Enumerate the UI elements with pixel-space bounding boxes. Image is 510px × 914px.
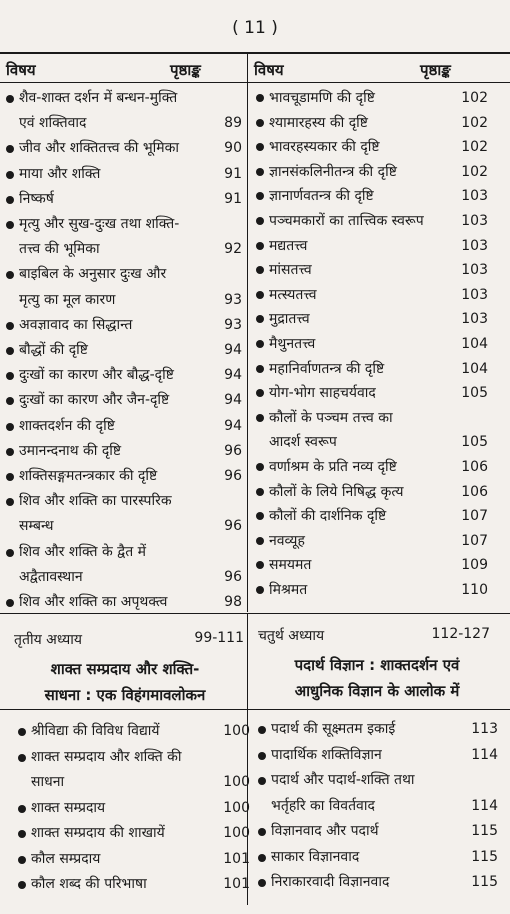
toc-entry-title: मुद्रातत्त्व	[269, 311, 310, 328]
toc-entry-title: मृत्यु और सुख-दुःख तथा शक्ति-	[19, 216, 180, 233]
toc-entry	[256, 209, 488, 234]
chapter-title-rule	[0, 709, 510, 710]
bullet-icon	[256, 94, 264, 102]
toc-entry-title: पञ्चमकारों का तात्त्विक स्वरूप	[269, 212, 424, 229]
toc-entry-page: 106	[461, 483, 488, 500]
toc-entry	[258, 870, 498, 896]
section-rule	[0, 613, 510, 614]
toc-entry-title: पदार्थ और पदार्थ-शक्ति तथा	[271, 772, 415, 788]
left-toc-list	[6, 86, 242, 615]
bullet-icon	[6, 599, 14, 607]
bullet-icon	[256, 119, 264, 127]
chapter4-title	[252, 652, 502, 704]
toc-entry	[256, 504, 488, 529]
toc-entry-page: 94	[224, 392, 242, 409]
toc-entry-title: मिश्रमत	[269, 581, 308, 598]
toc-entry	[6, 414, 242, 439]
toc-entry-title: शिव और शक्ति का अपृथक्त्व	[19, 594, 168, 611]
bullet-icon	[256, 291, 264, 299]
bullet-icon	[256, 537, 264, 545]
top-rule	[0, 52, 510, 54]
toc-entry-title: शैव-शाक्त दर्शन में बन्धन-मुक्ति	[19, 90, 178, 106]
toc-entry	[18, 847, 250, 873]
toc-entry-title: उमानन्दनाथ की दृष्टि	[19, 442, 122, 459]
toc-entry-title: साधना	[31, 774, 65, 790]
toc-entry	[6, 262, 242, 312]
bullet-icon	[258, 777, 266, 785]
bullet-icon	[6, 322, 14, 330]
toc-entry-title: मैथुनतत्त्व	[269, 335, 316, 352]
toc-entry-page: 94	[224, 417, 242, 434]
header-rule	[0, 82, 510, 83]
toc-entry-page: 101	[223, 876, 250, 892]
toc-entry-page: 96	[224, 518, 242, 535]
toc-entry-title: श्यामारहस्य की दृष्टि	[269, 114, 368, 131]
toc-entry-title: कौलों के पञ्चम तत्त्व का	[269, 409, 393, 426]
toc-entry-page: 103	[461, 188, 488, 205]
bullet-icon	[6, 423, 14, 431]
toc-entry-page: 93	[224, 316, 242, 333]
bullet-icon	[18, 830, 26, 838]
chapter4-toc-list	[258, 717, 498, 896]
toc-entry	[256, 160, 488, 185]
column-divider-top	[247, 52, 248, 612]
bullet-icon	[6, 473, 14, 481]
toc-entry-title: शाक्त सम्प्रदाय और शक्ति की	[31, 748, 182, 765]
toc-entry-page: 115	[471, 874, 498, 890]
toc-entry-page: 91	[224, 190, 242, 207]
bullet-icon	[256, 414, 264, 422]
toc-entry-title: शक्तिसङ्गमतन्त्रकार की दृष्टि	[19, 468, 158, 485]
toc-entry	[258, 717, 498, 743]
toc-entry	[256, 406, 488, 455]
toc-entry-title: दुःखों का कारण और बौद्ध-दृष्टि	[19, 367, 174, 384]
toc-entry-title: विज्ञानवाद और पदार्थ	[271, 823, 379, 839]
toc-entry-title: शाक्तदर्शन की दृष्टि	[19, 417, 115, 434]
toc-entry	[6, 489, 242, 539]
toc-entry-page: 92	[224, 241, 242, 258]
bullet-icon	[258, 879, 266, 887]
toc-entry-page: 94	[224, 342, 242, 359]
bullet-icon	[6, 171, 14, 179]
chapter3-title	[6, 656, 244, 708]
toc-entry-page: 100	[223, 723, 250, 739]
toc-entry	[6, 439, 242, 464]
toc-entry-page: 104	[461, 360, 488, 377]
toc-entry-page: 104	[461, 335, 488, 352]
toc-entry-title: मत्स्यतत्त्व	[269, 286, 317, 303]
toc-entry	[256, 135, 488, 160]
toc-entry-title: समयमत	[269, 557, 312, 574]
toc-entry-page: 96	[224, 568, 242, 585]
toc-entry-title: कौल सम्प्रदाय	[31, 850, 101, 867]
bullet-icon	[256, 488, 264, 496]
toc-entry	[256, 357, 488, 382]
toc-entry	[6, 212, 242, 262]
toc-entry-title: एवं शक्तिवाद	[19, 115, 87, 132]
bullet-icon	[256, 586, 264, 594]
toc-entry-title: वर्णाश्रम के प्रति नव्य दृष्टि	[269, 458, 397, 475]
toc-entry-title: आदर्श स्वरूप	[269, 434, 337, 451]
toc-entry-page: 102	[461, 139, 488, 156]
toc-entry	[256, 258, 488, 283]
toc-entry	[6, 540, 242, 590]
chapter4-pages: 112-127	[431, 626, 490, 642]
chapter3-pages: 99-111	[194, 630, 244, 646]
bullet-icon	[6, 549, 14, 557]
toc-entry-page: 100	[223, 774, 250, 790]
bullet-icon	[256, 340, 264, 348]
toc-entry-title: पदार्थ की सूक्ष्मतम इकाई	[271, 721, 396, 737]
toc-entry-title: योग-भोग साहचर्यवाद	[269, 385, 376, 402]
toc-entry-title: सम्बन्ध	[19, 518, 54, 535]
chapter3-heading	[14, 630, 244, 649]
left-subject-header: विषय	[6, 61, 36, 79]
toc-entry-page: 106	[461, 458, 488, 475]
toc-entry	[6, 136, 242, 161]
toc-entry-title: जीव और शक्तितत्त्व की भूमिका	[19, 140, 180, 157]
toc-entry-title: नवव्यूह	[269, 532, 305, 549]
chapter4-label: चतुर्थ अध्याय	[258, 628, 325, 644]
toc-entry-title: भावचूडामणि की दृष्टि	[269, 90, 375, 106]
toc-entry-title: पादार्थिक शक्तिविज्ञान	[271, 746, 382, 763]
toc-entry	[18, 872, 250, 898]
toc-entry-title: भावरहस्यकार की दृष्टि	[269, 139, 380, 156]
toc-entry-page: 98	[224, 594, 242, 611]
toc-entry	[6, 313, 242, 338]
toc-entry-title: शिव और शक्ति का पारस्परिक	[19, 493, 172, 510]
right-page-header: पृष्ठाङ्क	[420, 61, 451, 79]
chapter3-label: तृतीय अध्याय	[14, 632, 82, 648]
toc-entry	[256, 578, 488, 603]
bullet-icon	[256, 463, 264, 471]
toc-entry	[18, 821, 250, 847]
toc-entry-page: 90	[224, 140, 242, 157]
toc-entry-title: कौलों के लिये निषिद्ध कृत्य	[269, 483, 404, 500]
toc-entry	[256, 111, 488, 136]
toc-entry-page: 91	[224, 165, 242, 182]
toc-entry	[256, 307, 488, 332]
toc-entry-title: शाक्त सम्प्रदाय की शाखायें	[31, 825, 165, 841]
bullet-icon	[258, 854, 266, 862]
toc-entry	[258, 768, 498, 819]
chapter3-title-line1: शाक्त सम्प्रदाय और शक्ति-	[50, 660, 200, 678]
bullet-icon	[6, 221, 14, 229]
bullet-icon	[258, 752, 266, 760]
toc-entry	[18, 745, 250, 796]
toc-entry-title: श्रीविद्या की विविध विद्यायें	[31, 723, 160, 739]
left-page-header: पृष्ठाङ्क	[170, 61, 201, 79]
toc-entry-title: अद्वैतावस्थान	[19, 568, 83, 585]
toc-entry	[256, 283, 488, 308]
toc-entry	[6, 338, 242, 363]
toc-entry-title: ज्ञानसंकलिनीतन्त्र की दृष्टि	[269, 163, 397, 180]
bullet-icon	[6, 95, 14, 103]
chapter4-heading	[258, 626, 490, 645]
toc-entry	[258, 845, 498, 871]
toc-entry-title: अवज्ञावाद का सिद्धान्त	[19, 316, 133, 333]
toc-entry-title: मृत्यु का मूल कारण	[19, 291, 116, 308]
toc-entry-page: 100	[223, 825, 250, 841]
toc-entry-page: 103	[461, 262, 488, 279]
toc-entry-page: 103	[461, 286, 488, 303]
bullet-icon	[18, 728, 26, 736]
toc-entry	[256, 455, 488, 480]
toc-entry-page: 89	[224, 115, 242, 132]
toc-entry-page: 100	[223, 799, 250, 816]
bullet-icon	[258, 828, 266, 836]
toc-entry-page: 96	[224, 442, 242, 459]
bullet-icon	[256, 242, 264, 250]
toc-entry	[18, 719, 250, 745]
bullet-icon	[256, 365, 264, 373]
toc-entry	[258, 743, 498, 769]
bullet-icon	[6, 448, 14, 456]
toc-entry-page: 115	[471, 848, 498, 865]
toc-entry-page: 110	[461, 581, 488, 598]
page-number: ( 11 )	[232, 18, 278, 38]
bullet-icon	[18, 881, 26, 889]
toc-entry-title: साकार विज्ञानवाद	[271, 848, 360, 865]
toc-entry-page: 105	[461, 434, 488, 451]
toc-entry-title: मांसतत्त्व	[269, 262, 312, 279]
bullet-icon	[6, 196, 14, 204]
toc-entry-page: 102	[461, 163, 488, 180]
toc-entry-page: 109	[461, 557, 488, 574]
toc-entry	[6, 162, 242, 187]
toc-entry	[6, 187, 242, 212]
toc-entry	[258, 819, 498, 845]
toc-entry-page: 115	[471, 823, 498, 839]
toc-entry-title: कौलों की दार्शनिक दृष्टि	[269, 508, 387, 525]
bullet-icon	[6, 347, 14, 355]
toc-entry-page: 114	[471, 797, 498, 814]
toc-entry-title: शिव और शक्ति के द्वैत में	[19, 543, 147, 560]
bullet-icon	[18, 856, 26, 864]
toc-entry	[6, 464, 242, 489]
toc-entry-page: 103	[461, 311, 488, 328]
toc-entry	[256, 480, 488, 505]
right-toc-list	[256, 86, 488, 602]
toc-entry-title: भर्तृहरि का विवर्तवाद	[271, 797, 375, 814]
toc-entry	[6, 363, 242, 388]
toc-entry	[256, 234, 488, 259]
bullet-icon	[18, 754, 26, 762]
toc-entry-page: 102	[461, 114, 488, 131]
bullet-icon	[258, 726, 266, 734]
toc-entry	[256, 332, 488, 357]
toc-entry-page: 103	[461, 237, 488, 254]
toc-entry	[256, 553, 488, 578]
toc-entry-title: बौद्धों की दृष्टि	[19, 342, 88, 359]
toc-entry-title: कौल शब्द की परिभाषा	[31, 876, 147, 892]
toc-entry-page: 101	[223, 850, 250, 867]
bullet-icon	[256, 168, 264, 176]
toc-entry	[18, 796, 250, 822]
toc-entry-page: 107	[461, 532, 488, 549]
toc-entry-page: 93	[224, 291, 242, 308]
toc-entry-page: 113	[471, 721, 498, 737]
chapter4-title-line1: पदार्थ विज्ञान : शाक्तदर्शन एवं	[294, 656, 460, 674]
toc-entry	[256, 529, 488, 554]
toc-entry-title: महानिर्वाणतन्त्र की दृष्टि	[269, 360, 385, 377]
toc-entry-page: 107	[461, 508, 488, 525]
chapter4-title-line2: आधुनिक विज्ञान के आलोक में	[294, 682, 460, 700]
toc-entry-title: माया और शक्ति	[19, 165, 101, 182]
toc-entry-title: शाक्त सम्प्रदाय	[31, 799, 106, 816]
toc-entry	[6, 590, 242, 615]
toc-entry-page: 94	[224, 367, 242, 384]
toc-entry-title: ज्ञानार्णवतन्त्र की दृष्टि	[269, 188, 374, 205]
toc-entry-page: 103	[461, 212, 488, 229]
toc-entry-title: दुःखों का कारण और जैन-दृष्टि	[19, 392, 170, 409]
toc-entry-page: 105	[461, 385, 488, 402]
bullet-icon	[256, 217, 264, 225]
toc-entry-title: निष्कर्ष	[19, 190, 54, 207]
toc-entry	[256, 184, 488, 209]
toc-entry	[6, 86, 242, 136]
toc-entry	[256, 381, 488, 406]
toc-entry	[256, 86, 488, 111]
right-subject-header: विषय	[254, 61, 284, 79]
chapter3-toc-list	[18, 719, 250, 898]
chapter3-title-line2: साधना : एक विहंगमावलोकन	[44, 686, 206, 704]
toc-entry-page: 114	[471, 746, 498, 763]
toc-entry-title: तत्त्व की भूमिका	[19, 241, 100, 258]
bullet-icon	[18, 805, 26, 813]
toc-entry	[6, 388, 242, 413]
toc-entry-page: 96	[224, 468, 242, 485]
toc-entry-title: बाइबिल के अनुसार दुःख और	[19, 266, 167, 283]
toc-entry-title: मद्यतत्त्व	[269, 237, 308, 254]
toc-entry-title: निराकारवादी विज्ञानवाद	[271, 874, 390, 890]
toc-entry-page: 102	[461, 90, 488, 106]
